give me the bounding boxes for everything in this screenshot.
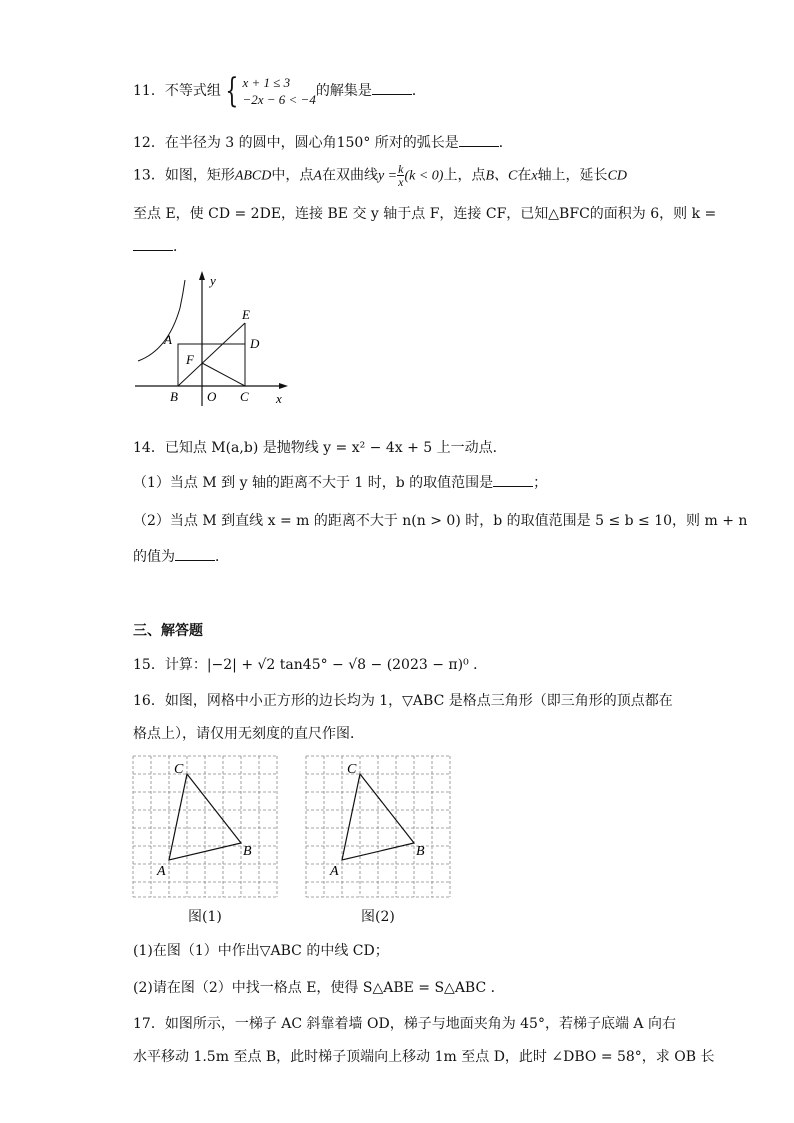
- q13-y-eq: y =: [377, 168, 398, 184]
- figure-caption-1: 图(1): [188, 909, 222, 925]
- q16-grid-figure-2: [305, 755, 457, 900]
- q13-text-a: 13．如图，矩形: [133, 167, 235, 184]
- q16-grid-figure-1: [132, 755, 284, 900]
- q12-text: 12．在半径为 3 的圆中，圆心角150° 所对的弧长是: [133, 135, 459, 151]
- q17-line1: 17．如图所示，一梯子 AC 斜靠着墙 OD，梯子与地面夹角为 45°，若梯子底端 A 向右: [133, 1016, 676, 1032]
- q11-end: ．: [411, 83, 426, 99]
- q14-p3-text: 的值为: [133, 549, 175, 565]
- label-b-2: B: [416, 844, 425, 859]
- q13-cd: CD: [607, 168, 628, 184]
- q16-part1: (1)在图（1）中作出▽ABC 的中线 CD；: [133, 943, 389, 959]
- q17-line2: 水平移动 1.5m 至点 B，此时梯子顶端向上移动 1m 至点 D，此时 ∠DBO = 58°，求 OB 长: [133, 1049, 715, 1065]
- q13-text-2: 至点 E，使 CD = 2DE，连接 BE 交 y 轴于点 F，连接 CF，已知△BFC的面积为 6，则 k =: [133, 206, 717, 222]
- label-c: C: [240, 389, 249, 404]
- segment-cf: [202, 363, 245, 386]
- q11-system: [242, 74, 315, 108]
- x-axis-arrow-icon: [279, 383, 288, 389]
- q14-p1-text: （1）当点 M 到 y 轴的距离不大于 1 时，b 的取值范围是: [133, 475, 494, 491]
- label-o: O: [207, 389, 217, 404]
- q14-part1: [133, 472, 547, 492]
- q14-part3: [133, 546, 229, 566]
- label-b-1: B: [243, 844, 252, 859]
- q15: 15．计算：|−2| + √2 tan45° − √8 − (2023 − π)⁰ ．: [133, 657, 488, 673]
- label-a-1: A: [157, 864, 166, 879]
- q13-frac-num: k: [398, 162, 404, 176]
- q13-a: A: [313, 168, 322, 184]
- label-b: B: [170, 389, 178, 404]
- q12-end: ．: [498, 135, 513, 151]
- y-axis-arrow-icon: [199, 271, 205, 280]
- q13-frac-den: x: [398, 175, 404, 189]
- q12-answer-blank[interactable]: [459, 134, 499, 147]
- label-y: y: [210, 273, 216, 288]
- q16-line2: 格点上），请仅用无刻度的直尺作图．: [133, 726, 364, 742]
- label-e: E: [242, 307, 250, 322]
- q13-line3: [133, 236, 187, 256]
- q14-p1-answer-blank[interactable]: [493, 474, 533, 487]
- q13-text-e: 在: [517, 167, 532, 184]
- q11: [133, 71, 426, 111]
- q14-p3-end: ．: [215, 549, 229, 565]
- grid-lines-1: [133, 756, 277, 897]
- q14-part2: [133, 510, 747, 530]
- q13-line2: [133, 203, 716, 223]
- label-a: A: [164, 332, 172, 347]
- q11-number: 11．不等式组: [133, 83, 221, 99]
- q14-p2-answer-blank[interactable]: [175, 548, 215, 561]
- q13-abcd: ABCD: [234, 168, 272, 184]
- q11-answer-blank[interactable]: [372, 82, 412, 95]
- brace-icon: {: [225, 71, 239, 111]
- q13-end: ．: [173, 239, 187, 255]
- q13-line1: [133, 163, 627, 188]
- q12: [133, 132, 513, 152]
- label-d: D: [250, 336, 260, 351]
- section-heading: 三、解答题: [133, 623, 203, 639]
- q13-text-c: 在双曲线: [321, 167, 378, 184]
- q13-figure: [130, 268, 300, 410]
- grid-lines-2: [306, 756, 450, 897]
- q11-eq1: x + 1 ≤ 3: [242, 75, 291, 90]
- figure-caption-2: 图(2): [361, 909, 395, 925]
- q16-line1: 16．如图，网格中小正方形的边长均为 1，▽ABC 是格点三角形（即三角形的顶点都在: [133, 693, 673, 709]
- q13-bc: B、C: [485, 168, 518, 184]
- q14-intro-text: 14．已知点 M(a,b) 是抛物线 y = x² − 4x + 5 上一动点．: [133, 440, 507, 456]
- label-c-2: C: [347, 762, 357, 777]
- q13-text-f: 轴上，延长: [537, 167, 608, 184]
- q13-cond: (k < 0): [404, 168, 444, 184]
- q16-part2: (2)请在图（2）中找一格点 E，使得 S△ABE = S△ABC ．: [133, 980, 505, 996]
- label-a-2: A: [330, 864, 339, 879]
- q14-intro: [133, 437, 507, 457]
- q13-text-b: 中，点: [271, 167, 314, 184]
- q13-text-d: 上，点: [443, 167, 486, 184]
- q11-tail: 的解集是: [315, 83, 372, 99]
- label-f: F: [186, 352, 194, 367]
- q13-x: x: [531, 168, 538, 184]
- label-c-1: C: [174, 762, 184, 777]
- label-x: x: [276, 391, 282, 406]
- q11-eq2: −2x − 6 < −4: [242, 92, 316, 107]
- q14-p2-text: （2）当点 M 到直线 x = m 的距离不大于 n(n > 0) 时，b 的取值范围是 5 ≤ b ≤ 10，则 m + n: [133, 513, 748, 529]
- q13-answer-blank[interactable]: [133, 238, 173, 251]
- q14-p1-end: ；: [533, 475, 548, 491]
